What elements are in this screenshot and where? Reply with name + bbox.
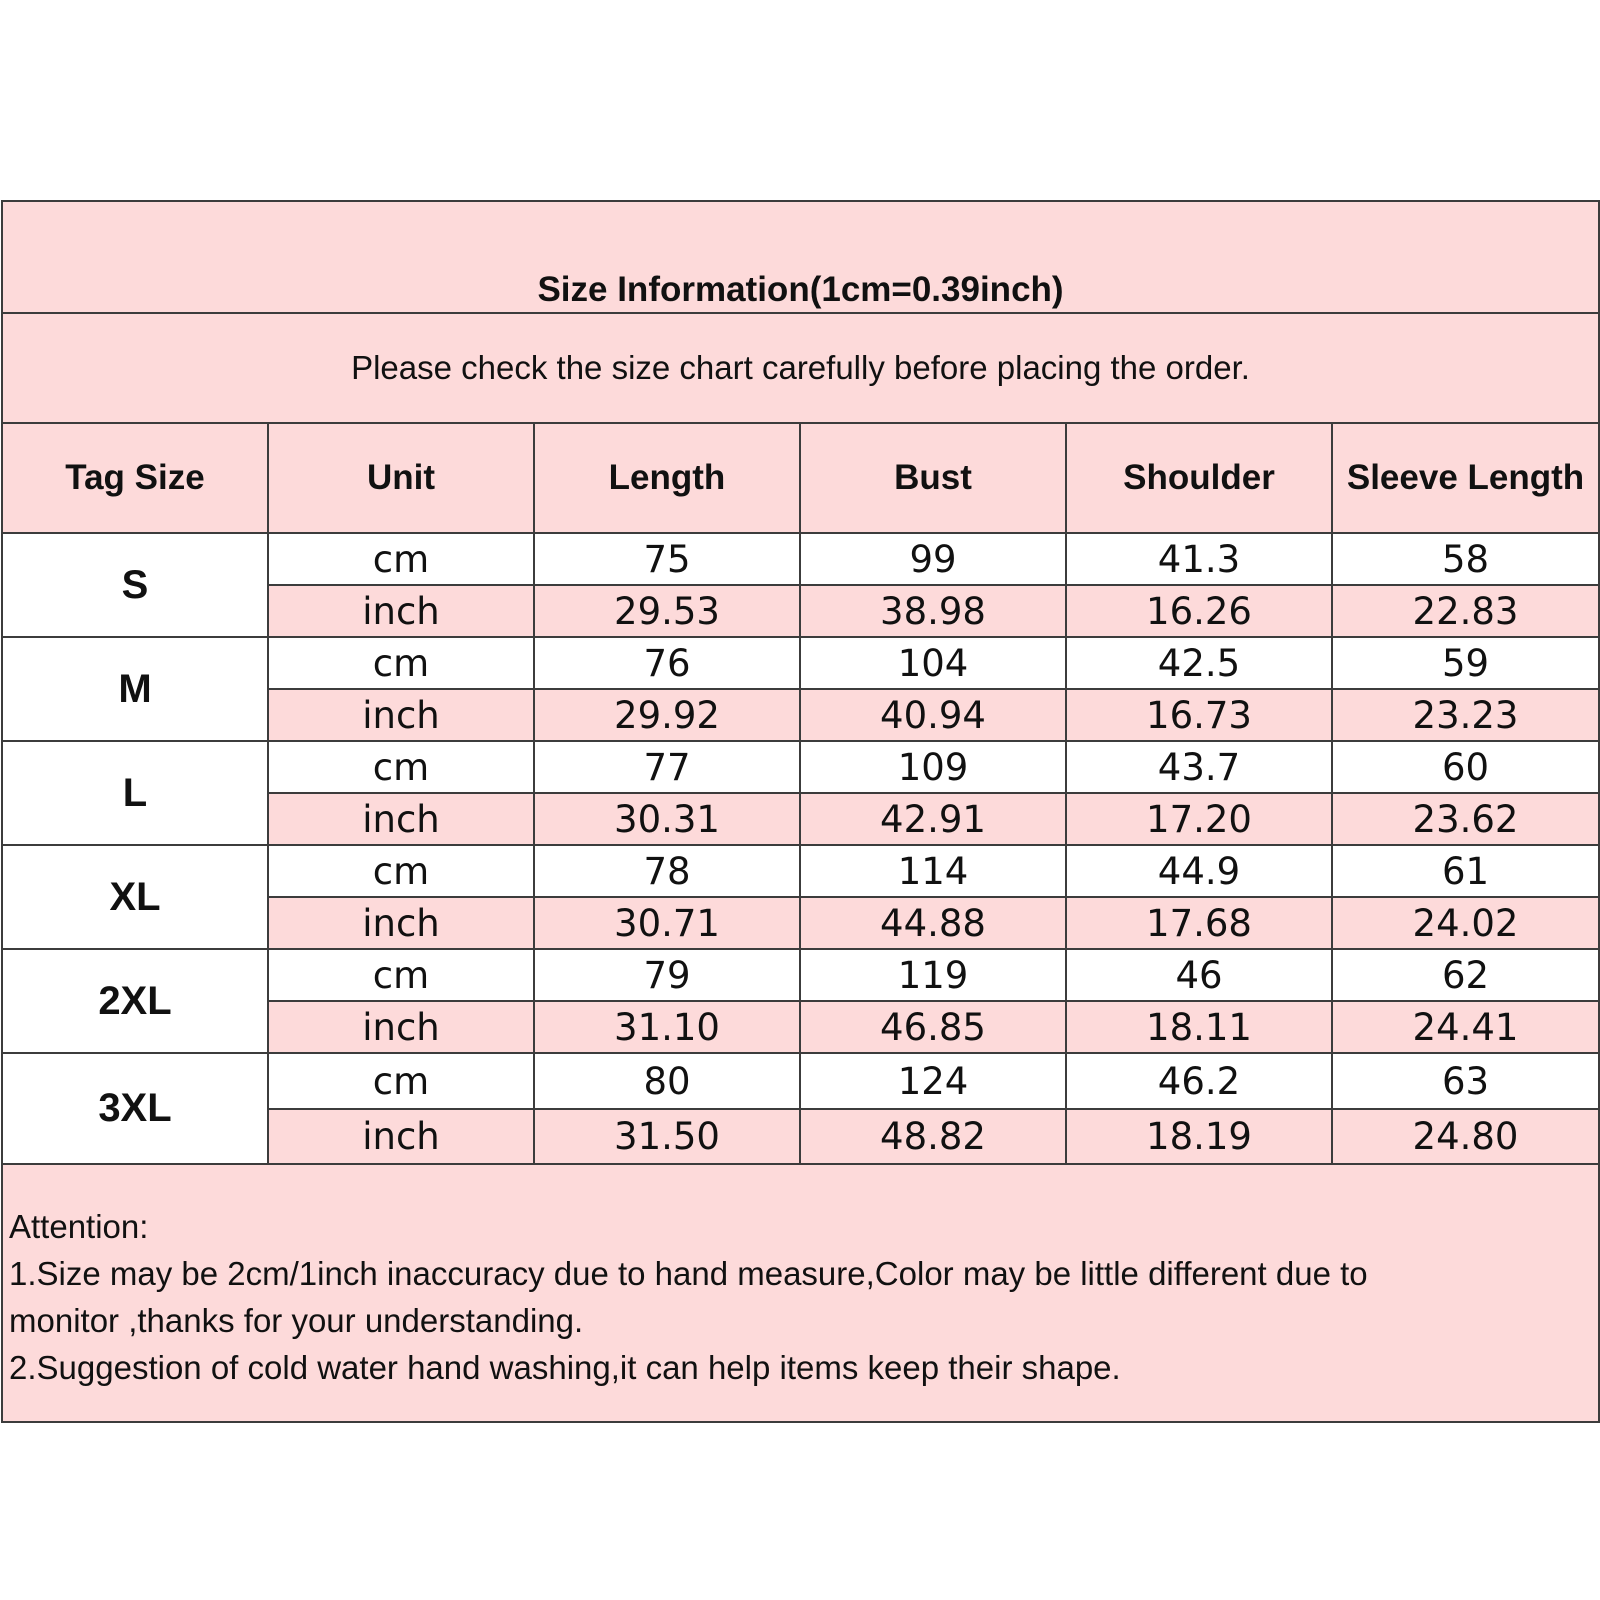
unit-cell: cm xyxy=(268,949,534,1001)
value-cell: 16.73 xyxy=(1066,689,1332,741)
value-cell: 44.88 xyxy=(800,897,1066,949)
value-cell: 77 xyxy=(534,741,800,793)
value-cell: 24.02 xyxy=(1332,897,1599,949)
value-cell: 62 xyxy=(1332,949,1599,1001)
value-cell: 43.7 xyxy=(1066,741,1332,793)
size-chart-table xyxy=(1,200,1600,1423)
value-cell: 42.91 xyxy=(800,793,1066,845)
unit-cell: cm xyxy=(268,741,534,793)
table-row xyxy=(2,949,1599,1001)
value-cell: 75 xyxy=(534,533,800,585)
value-cell: 23.62 xyxy=(1332,793,1599,845)
value-cell: 46.85 xyxy=(800,1001,1066,1053)
value-cell: 29.53 xyxy=(534,585,800,637)
attention-line-3: 2.Suggestion of cold water hand washing,it can help items keep their shape. xyxy=(9,1349,1121,1386)
value-cell: 46.2 xyxy=(1066,1053,1332,1109)
value-cell: 48.82 xyxy=(800,1109,1066,1164)
tag-size-cell: 2XL xyxy=(2,949,268,1053)
value-cell: 44.9 xyxy=(1066,845,1332,897)
value-cell: 119 xyxy=(800,949,1066,1001)
tag-size-cell: S xyxy=(2,533,268,637)
unit-cell: inch xyxy=(268,689,534,741)
unit-cell: cm xyxy=(268,637,534,689)
value-cell: 29.92 xyxy=(534,689,800,741)
unit-cell: inch xyxy=(268,897,534,949)
attention-line-2: monitor ,thanks for your understanding. xyxy=(9,1302,584,1339)
value-cell: 24.41 xyxy=(1332,1001,1599,1053)
value-cell: 18.11 xyxy=(1066,1001,1332,1053)
attention-heading: Attention: xyxy=(9,1208,149,1245)
unit-cell: cm xyxy=(268,845,534,897)
value-cell: 124 xyxy=(800,1053,1066,1109)
chart-title: Size Information(1cm=0.39inch) xyxy=(2,201,1599,313)
unit-cell: inch xyxy=(268,793,534,845)
value-cell: 31.50 xyxy=(534,1109,800,1164)
header-unit: Unit xyxy=(268,423,534,533)
unit-cell: inch xyxy=(268,585,534,637)
value-cell: 59 xyxy=(1332,637,1599,689)
table-row xyxy=(2,741,1599,793)
value-cell: 24.80 xyxy=(1332,1109,1599,1164)
header-length: Length xyxy=(534,423,800,533)
value-cell: 41.3 xyxy=(1066,533,1332,585)
value-cell: 46 xyxy=(1066,949,1332,1001)
value-cell: 99 xyxy=(800,533,1066,585)
value-cell: 58 xyxy=(1332,533,1599,585)
value-cell: 17.20 xyxy=(1066,793,1332,845)
table-row xyxy=(2,845,1599,897)
value-cell: 63 xyxy=(1332,1053,1599,1109)
value-cell: 38.98 xyxy=(800,585,1066,637)
unit-cell: cm xyxy=(268,533,534,585)
value-cell: 16.26 xyxy=(1066,585,1332,637)
table-row xyxy=(2,1053,1599,1109)
value-cell: 30.71 xyxy=(534,897,800,949)
header-sleeve-length: Sleeve Length xyxy=(1332,423,1599,533)
table-row xyxy=(2,637,1599,689)
tag-size-cell: 3XL xyxy=(2,1053,268,1164)
unit-cell: inch xyxy=(268,1109,534,1164)
tag-size-cell: L xyxy=(2,741,268,845)
value-cell: 61 xyxy=(1332,845,1599,897)
value-cell: 78 xyxy=(534,845,800,897)
header-shoulder: Shoulder xyxy=(1066,423,1332,533)
value-cell: 18.19 xyxy=(1066,1109,1332,1164)
tag-size-cell: XL xyxy=(2,845,268,949)
chart-notice: Please check the size chart carefully before placing the order. xyxy=(2,313,1599,423)
value-cell: 30.31 xyxy=(534,793,800,845)
value-cell: 79 xyxy=(534,949,800,1001)
value-cell: 17.68 xyxy=(1066,897,1332,949)
attention-line-1: 1.Size may be 2cm/1inch inaccuracy due to hand measure,Color may be little different due to xyxy=(9,1255,1368,1292)
unit-cell: inch xyxy=(268,1001,534,1053)
value-cell: 40.94 xyxy=(800,689,1066,741)
value-cell: 60 xyxy=(1332,741,1599,793)
value-cell: 76 xyxy=(534,637,800,689)
value-cell: 23.23 xyxy=(1332,689,1599,741)
header-tag-size: Tag Size xyxy=(2,423,268,533)
value-cell: 42.5 xyxy=(1066,637,1332,689)
header-row xyxy=(2,423,1599,533)
value-cell: 104 xyxy=(800,637,1066,689)
value-cell: 31.10 xyxy=(534,1001,800,1053)
header-bust: Bust xyxy=(800,423,1066,533)
attention-note xyxy=(2,1164,1599,1422)
value-cell: 114 xyxy=(800,845,1066,897)
value-cell: 109 xyxy=(800,741,1066,793)
value-cell: 22.83 xyxy=(1332,585,1599,637)
unit-cell: cm xyxy=(268,1053,534,1109)
table-row xyxy=(2,533,1599,585)
value-cell: 80 xyxy=(534,1053,800,1109)
tag-size-cell: M xyxy=(2,637,268,741)
